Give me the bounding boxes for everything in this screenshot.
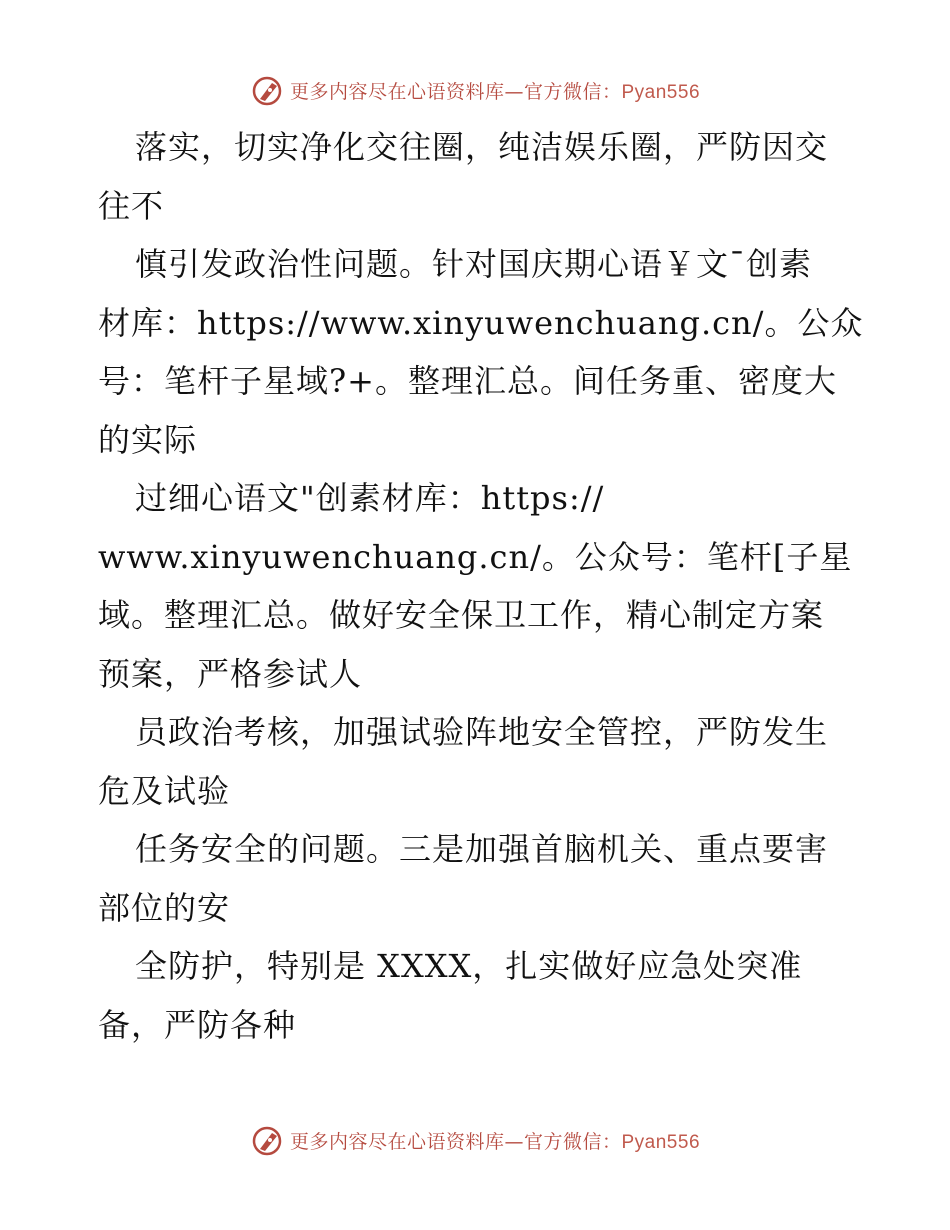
banner-text bbox=[290, 77, 700, 104]
banner-site-text: 更多内容尽在心语资料库 bbox=[289, 1130, 505, 1153]
banner-wechat-label: 官方微信： bbox=[523, 80, 622, 103]
text-line: 域。整理汇总。做好安全保卫工作，精心制定方案 bbox=[98, 596, 825, 634]
text-line: 慎引发政治性问题。针对国庆期心语￥文¯创素 bbox=[135, 245, 813, 283]
pen-nib-logo-icon bbox=[250, 73, 284, 107]
text-line: 部位的安 bbox=[98, 888, 231, 927]
banner-text bbox=[290, 1127, 700, 1154]
banner-dash: — bbox=[504, 1130, 524, 1153]
text-line: 材库：https://www.xinyuwenchuang.cn/。公众 bbox=[98, 303, 864, 342]
text-line: 落实，切实净化交往圈，纯洁娱乐圈，严防因交 bbox=[135, 128, 829, 166]
banner-wechat-id: Pyan556 bbox=[621, 1131, 701, 1153]
text-line: 预案，严格参试人 bbox=[98, 654, 363, 693]
text-line: 号：笔杆子星域?+。整理汇总。间任务重、密度大 bbox=[98, 362, 837, 400]
pen-nib-logo-icon bbox=[250, 1123, 284, 1157]
text-line: 备，严防各种 bbox=[98, 1005, 297, 1044]
text-line: 全防护，特别是 XXXX，扎实做好应急处突准 bbox=[135, 947, 803, 985]
text-line: 的实际 bbox=[98, 420, 198, 459]
header-banner bbox=[0, 70, 950, 110]
banner-dash: — bbox=[504, 80, 524, 103]
footer-banner bbox=[0, 1120, 950, 1160]
text-line: www.xinyuwenchuang.cn/。公众号：笔杆[子星 bbox=[98, 537, 853, 576]
text-line: 任务安全的问题。三是加强首脑机关、重点要害 bbox=[135, 830, 829, 868]
text-line: 往不 bbox=[98, 186, 165, 225]
text-line: 过细心语文"创素材库：https:// bbox=[135, 479, 605, 517]
banner-wechat-label: 官方微信： bbox=[523, 1130, 622, 1153]
banner-wechat-id: Pyan556 bbox=[621, 81, 701, 103]
text-line: 员政治考核，加强试验阵地安全管控，严防发生 bbox=[135, 713, 829, 751]
text-line: 危及试验 bbox=[98, 771, 231, 810]
document-body bbox=[98, 118, 864, 1054]
banner-site-text: 更多内容尽在心语资料库 bbox=[289, 80, 505, 103]
